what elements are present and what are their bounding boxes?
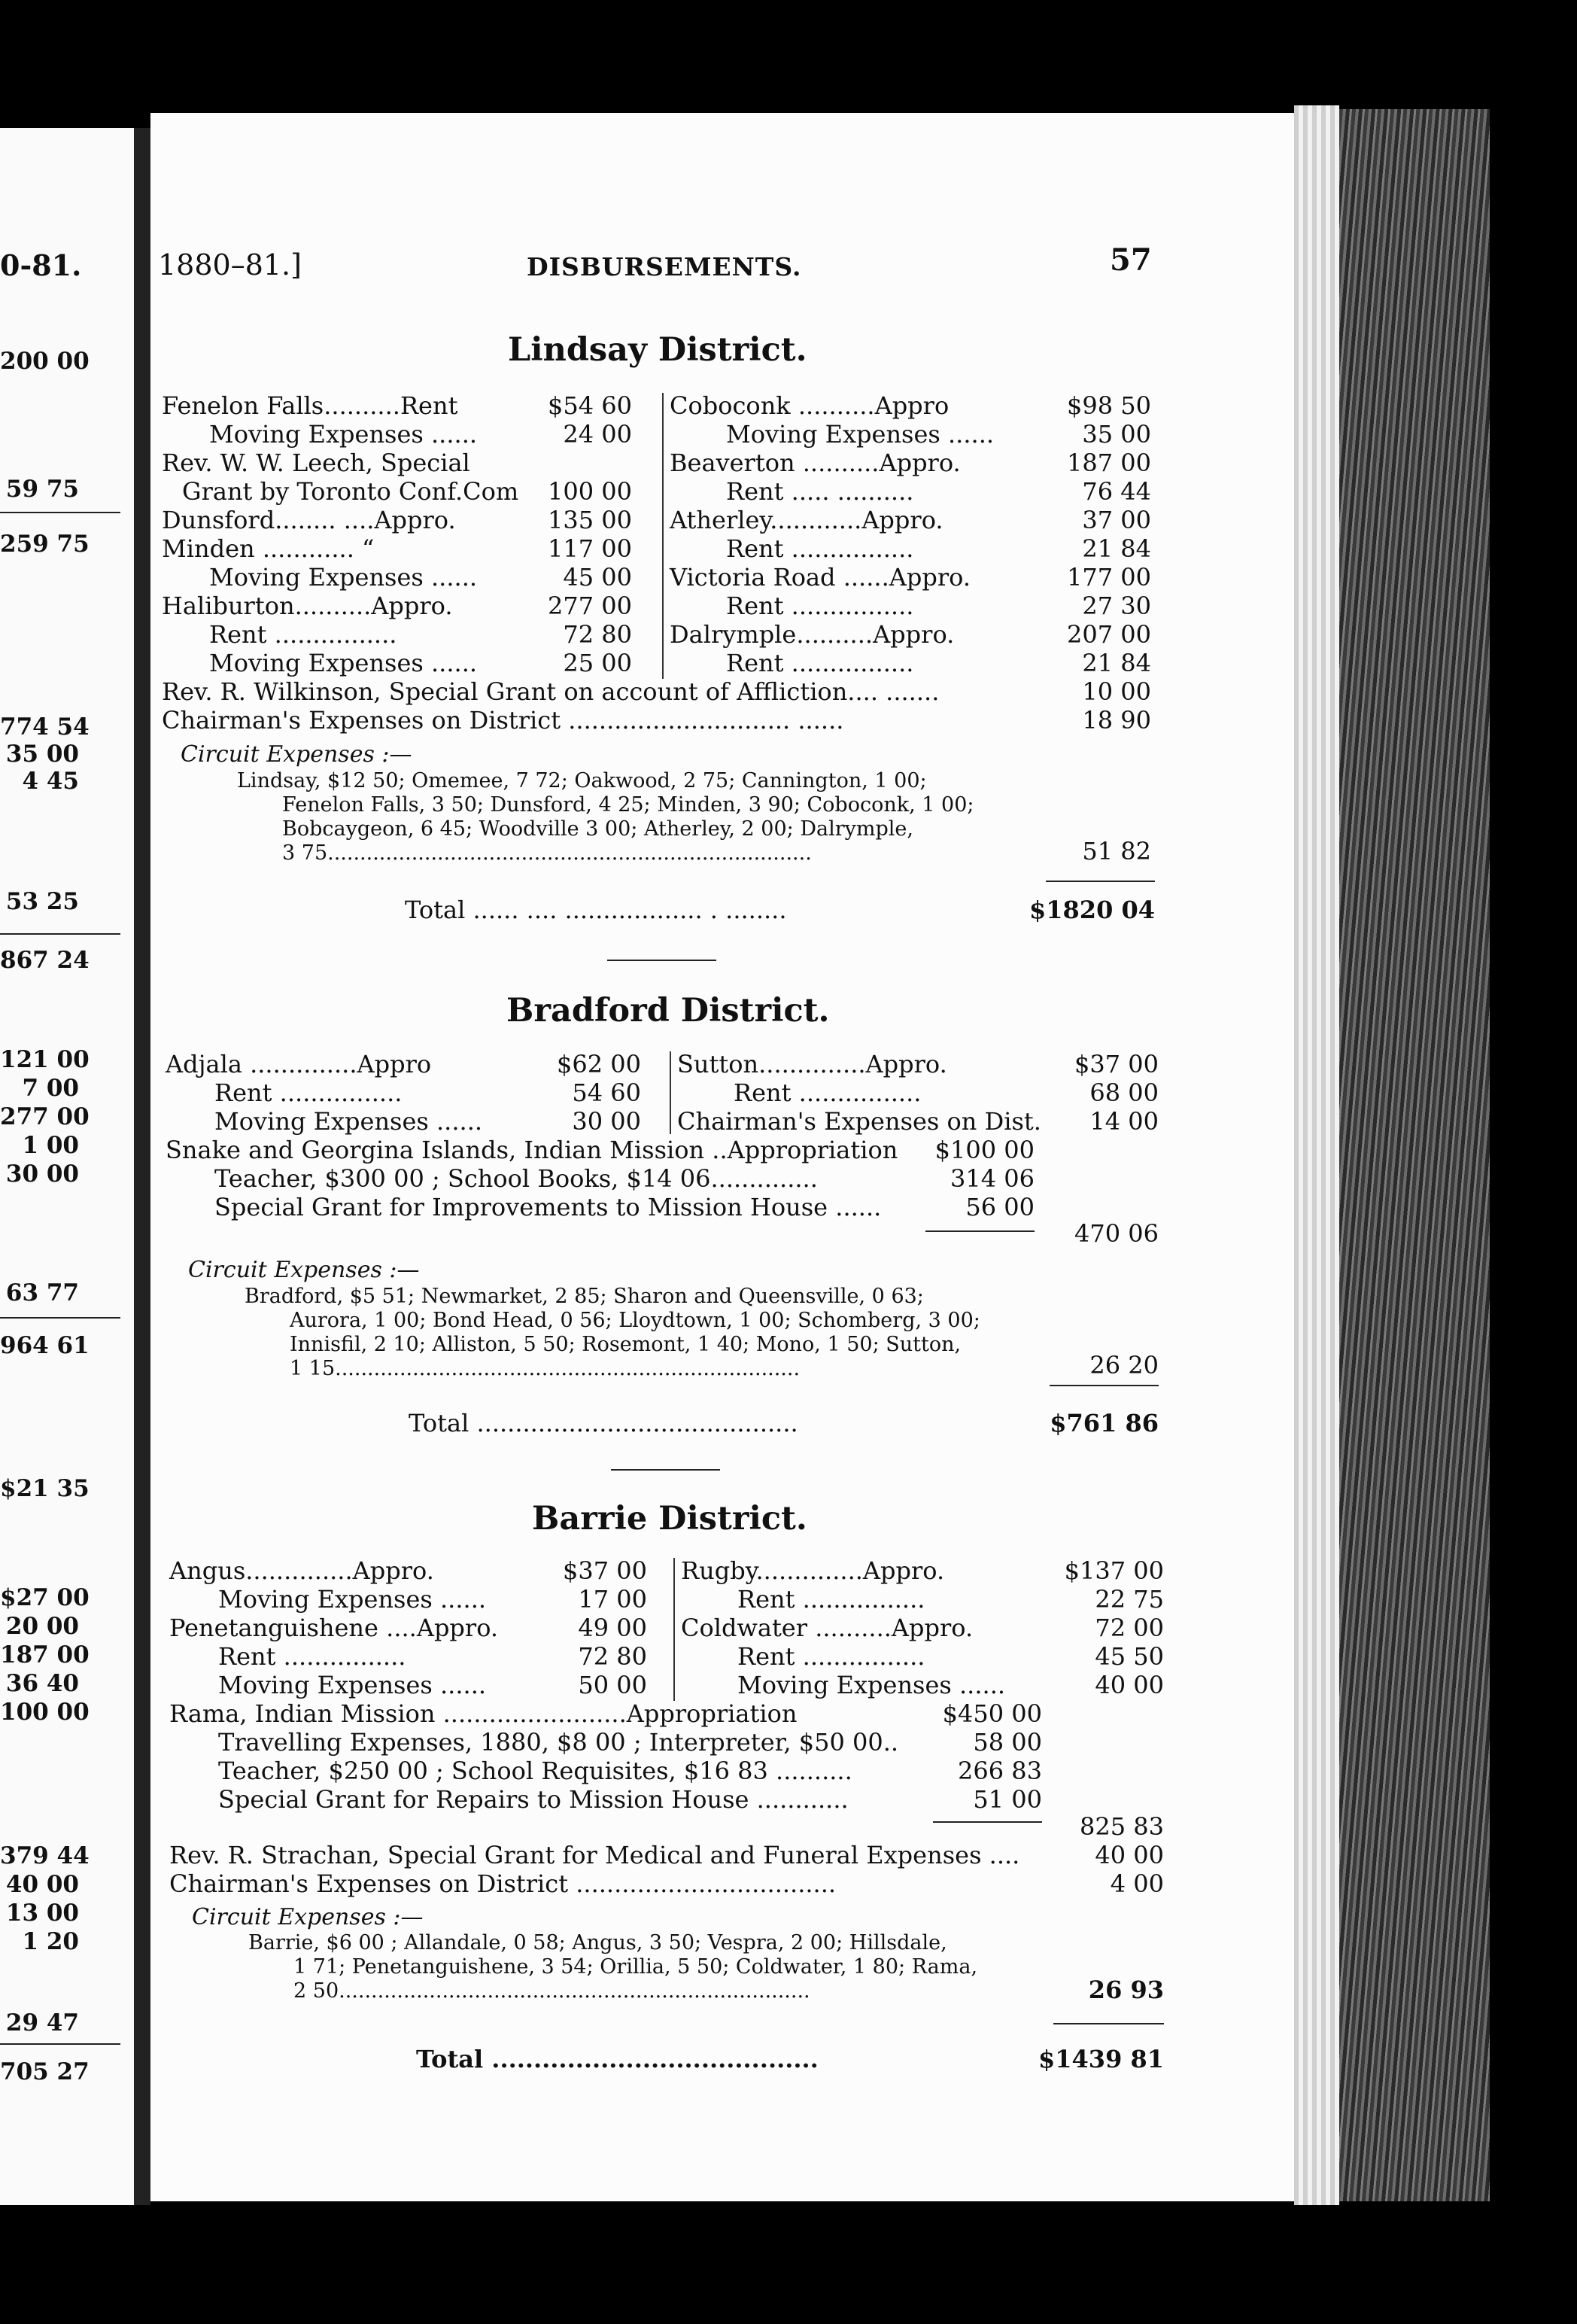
lindsay-left-amount: $54 60 (548, 391, 632, 420)
book-spine (134, 128, 150, 2205)
barrie-wide-label: Rev. R. Strachan, Special Grant for Medical and Funeral Expenses .... (169, 1841, 1020, 1869)
bradford-right-amount: 68 00 (1089, 1078, 1159, 1107)
lindsay-left-amount: 135 00 (548, 506, 632, 534)
barrie-total-amount: $1439 81 (1038, 2045, 1164, 2073)
barrie-mission-total: 825 83 (1080, 1812, 1164, 1841)
bradford-circuit-amount: 26 20 (1089, 1351, 1159, 1379)
bradford-total-amount: $761 86 (1050, 1409, 1159, 1437)
left-amount: 53 25 (5, 888, 79, 915)
lindsay-left-label: Fenelon Falls..........Rent (162, 391, 458, 420)
page-number: 57 (1110, 242, 1152, 278)
lindsay-left-label: Moving Expenses ...... (209, 563, 478, 592)
barrie-right-amount: 45 50 (1095, 1642, 1164, 1671)
bradford-left-amount: $62 00 (557, 1050, 641, 1078)
bradford-circuit-line: Aurora, 1 00; Bond Head, 0 56; Lloydtown, 1 00; Schomberg, 3 00; (290, 1309, 980, 1332)
left-amount: 964 61 (0, 1332, 90, 1359)
left-amount: 121 00 (0, 1046, 90, 1073)
barrie-mission-line-amount: 58 00 (973, 1728, 1042, 1757)
barrie-right-amount: $137 00 (1064, 1556, 1164, 1585)
lindsay-circuit-line: Bobcaygeon, 6 45; Woodville 3 00; Atherley, 2 00; Dalrymple, (282, 817, 913, 841)
column-divider (662, 393, 664, 679)
lindsay-left-amount: 117 00 (548, 534, 632, 563)
barrie-left-amount: 72 80 (578, 1642, 647, 1671)
lindsay-left-label: Moving Expenses ...... (209, 420, 478, 449)
lindsay-district-title: Lindsay District. (508, 331, 807, 369)
lindsay-left-label: Moving Expenses ...... (209, 649, 478, 677)
left-amount: 29 47 (5, 2009, 79, 2037)
left-amount: 187 00 (0, 1641, 90, 1668)
barrie-mission-line: Travelling Expenses, 1880, $8 00 ; Interpreter, $50 00.. (218, 1728, 899, 1757)
lindsay-right-amount: 207 00 (1067, 620, 1151, 649)
barrie-left-amount: 50 00 (578, 1671, 647, 1699)
lindsay-left-amount: 100 00 (548, 477, 632, 506)
header-title: DISBURSEMENTS. (527, 252, 802, 281)
lindsay-right-label: Rent ................ (726, 649, 914, 677)
lindsay-left-label: Minden ............ “ (162, 534, 375, 563)
bradford-total-label: Total .......................................... (409, 1409, 798, 1437)
barrie-right-amount: 40 00 (1095, 1671, 1164, 1699)
bradford-right-label: Chairman's Expenses on Dist. (677, 1107, 1041, 1136)
lindsay-right-amount: 27 30 (1082, 592, 1151, 620)
barrie-left-amount: 49 00 (578, 1614, 647, 1642)
left-page-header: 0-81. (0, 248, 82, 282)
left-amount: 1 20 (22, 1928, 79, 1955)
bradford-left-amount: 54 60 (572, 1078, 641, 1107)
lindsay-right-label: Atherley............Appro. (670, 506, 943, 534)
lindsay-right-label: Coboconk ..........Appro (670, 391, 950, 420)
left-amount: 379 44 (0, 1842, 90, 1869)
lindsay-right-label: Rent ................ (726, 534, 914, 563)
bradford-mission-amount: $100 00 (934, 1136, 1035, 1164)
bradford-right-amount: $37 00 (1074, 1050, 1159, 1078)
barrie-circuit-line: 1 71; Penetanguishene, 3 54; Orillia, 5 50; Coldwater, 1 80; Rama, (293, 1955, 978, 1979)
left-amount: 100 00 (0, 1699, 90, 1726)
left-amount: 20 00 (5, 1613, 79, 1640)
left-amount: 867 24 (0, 947, 90, 974)
bradford-mission-line: Teacher, $300 00 ; School Books, $14 06.............. (214, 1164, 818, 1193)
lindsay-circuit-line: Lindsay, $12 50; Omemee, 7 72; Oakwood, 2 75; Cannington, 1 00; (237, 769, 927, 792)
left-amount: $27 00 (0, 1584, 90, 1611)
lindsay-left-amount: 45 00 (563, 563, 632, 592)
left-amount: 200 00 (0, 348, 90, 375)
barrie-right-label: Rugby..............Appro. (681, 1556, 945, 1585)
barrie-circuit-line: 2 50......................................................................... (293, 1979, 810, 2003)
section-separator (607, 960, 716, 961)
left-page-fragment (0, 128, 134, 2205)
bradford-mission-total: 470 06 (1074, 1219, 1159, 1248)
lindsay-right-amount: 21 84 (1082, 534, 1151, 563)
lindsay-left-label: Dunsford........ ....Appro. (162, 506, 456, 534)
bradford-right-label: Sutton..............Appro. (677, 1050, 947, 1078)
left-rule (0, 1317, 120, 1319)
barrie-total-label: Total ....................................... (416, 2045, 819, 2073)
barrie-circuit-heading: Circuit Expenses :— (192, 1904, 424, 1930)
bradford-circuit-line: Innisfil, 2 10; Alliston, 5 50; Rosemont, 1 40; Mono, 1 50; Sutton, (290, 1333, 962, 1356)
barrie-left-amount: $37 00 (563, 1556, 647, 1585)
left-amount: 277 00 (0, 1103, 90, 1130)
lindsay-circuit-amount: 51 82 (1082, 837, 1151, 865)
bradford-right-label: Rent ................ (734, 1078, 922, 1107)
barrie-wide-label: Chairman's Expenses on District .................................. (169, 1869, 837, 1898)
lindsay-right-label: Dalrymple..........Appro. (670, 620, 955, 649)
lindsay-left-amount: 277 00 (548, 592, 632, 620)
barrie-mission-amount: $450 00 (942, 1699, 1042, 1728)
left-amount: 40 00 (5, 1871, 79, 1898)
header-year: 1880–81.] (158, 248, 302, 281)
barrie-right-label: Coldwater ..........Appro. (681, 1614, 974, 1642)
lindsay-wide-amount: 18 90 (1082, 706, 1151, 735)
barrie-circuit-line: Barrie, $6 00 ; Allandale, 0 58; Angus, 3 50; Vespra, 2 00; Hillsdale, (248, 1931, 947, 1954)
lindsay-left-label: Rev. W. W. Leech, Special (162, 449, 470, 477)
bradford-mission-label: Snake and Georgina Islands, Indian Mission ..Appropriation (166, 1136, 898, 1164)
page-edges (1294, 105, 1339, 2205)
barrie-left-label: Rent ................ (218, 1642, 406, 1671)
sum-rule (1046, 881, 1155, 882)
barrie-circuit-amount: 26 93 (1088, 1976, 1164, 2004)
barrie-left-amount: 17 00 (578, 1585, 647, 1614)
lindsay-right-label: Beaverton ..........Appro. (670, 449, 961, 477)
left-amount: 1 00 (22, 1132, 79, 1159)
bradford-mission-line: Special Grant for Improvements to Mission House ...... (214, 1193, 882, 1221)
lindsay-left-amount: 72 80 (563, 620, 632, 649)
bradford-mission-line-amount: 314 06 (950, 1164, 1035, 1193)
sum-rule (1053, 2023, 1164, 2024)
lindsay-left-amount: 25 00 (563, 649, 632, 677)
left-rule (0, 512, 120, 513)
lindsay-left-label: Haliburton..........Appro. (162, 592, 453, 620)
page (150, 113, 1294, 2201)
barrie-right-label: Moving Expenses ...... (737, 1671, 1006, 1699)
lindsay-right-amount: $98 50 (1067, 391, 1151, 420)
bradford-circuit-line: Bradford, $5 51; Newmarket, 2 85; Sharon and Queensville, 0 63; (245, 1285, 924, 1308)
lindsay-right-amount: 76 44 (1082, 477, 1151, 506)
barrie-mission-line-amount: 266 83 (958, 1757, 1042, 1785)
barrie-mission-label: Rama, Indian Mission ........................Appropriation (169, 1699, 798, 1728)
left-amount: 63 77 (5, 1279, 79, 1306)
barrie-wide-amount: 4 00 (1110, 1869, 1164, 1898)
column-divider (673, 1558, 675, 1701)
lindsay-right-amount: 37 00 (1082, 506, 1151, 534)
left-amount: 7 00 (22, 1075, 79, 1102)
lindsay-right-label: Moving Expenses ...... (726, 420, 995, 449)
bradford-left-label: Rent ................ (214, 1078, 403, 1107)
lindsay-right-label: Victoria Road ......Appro. (670, 563, 971, 592)
lindsay-circuit-line: 3 75........................................................................... (282, 841, 812, 865)
left-amount: 705 27 (0, 2058, 90, 2085)
barrie-right-label: Rent ................ (737, 1642, 925, 1671)
lindsay-right-amount: 35 00 (1082, 420, 1151, 449)
column-divider (670, 1051, 671, 1134)
lindsay-wide-label: Rev. R. Wilkinson, Special Grant on account of Affliction.... ....... (162, 677, 940, 706)
left-amount: 13 00 (5, 1900, 79, 1927)
barrie-right-label: Rent ................ (737, 1585, 925, 1614)
barrie-mission-line-amount: 51 00 (973, 1785, 1042, 1814)
lindsay-right-label: Rent ................ (726, 592, 914, 620)
lindsay-wide-amount: 10 00 (1082, 677, 1151, 706)
marbled-edge (1339, 109, 1490, 2201)
barrie-wide-amount: 40 00 (1095, 1841, 1164, 1869)
lindsay-left-amount: 24 00 (563, 420, 632, 449)
barrie-left-label: Penetanguishene ....Appro. (169, 1614, 499, 1642)
barrie-mission-line: Special Grant for Repairs to Mission House ............ (218, 1785, 849, 1814)
barrie-district-title: Barrie District. (532, 1500, 807, 1538)
lindsay-total-amount: $1820 04 (1029, 896, 1155, 924)
bradford-circuit-line: 1 15........................................................................ (290, 1357, 801, 1380)
lindsay-right-amount: 177 00 (1067, 563, 1151, 592)
left-amount: 4 45 (22, 768, 79, 795)
left-amount: 59 75 (5, 476, 79, 503)
bradford-mission-line-amount: 56 00 (965, 1193, 1035, 1221)
lindsay-circuit-heading: Circuit Expenses :— (181, 741, 412, 768)
bradford-left-amount: 30 00 (572, 1107, 641, 1136)
left-amount: 36 40 (5, 1670, 79, 1697)
lindsay-left-label: Grant by Toronto Conf.Com (182, 477, 519, 506)
left-amount: $21 35 (0, 1475, 90, 1502)
barrie-right-amount: 72 00 (1095, 1614, 1164, 1642)
bradford-circuit-heading: Circuit Expenses :— (188, 1257, 420, 1283)
barrie-mission-line: Teacher, $250 00 ; School Requisites, $16 83 .......... (218, 1757, 852, 1785)
left-rule (0, 933, 120, 935)
left-rule (0, 2043, 120, 2045)
barrie-right-amount: 22 75 (1095, 1585, 1164, 1614)
lindsay-circuit-line: Fenelon Falls, 3 50; Dunsford, 4 25; Minden, 3 90; Coboconk, 1 00; (282, 793, 974, 817)
barrie-left-label: Moving Expenses ...... (218, 1671, 487, 1699)
barrie-left-label: Moving Expenses ...... (218, 1585, 487, 1614)
sum-rule (1050, 1385, 1159, 1386)
left-amount: 774 54 (0, 713, 90, 741)
lindsay-wide-label: Chairman's Expenses on District ............................. ...... (162, 706, 844, 735)
bradford-left-label: Moving Expenses ...... (214, 1107, 483, 1136)
barrie-left-label: Angus..............Appro. (169, 1556, 434, 1585)
lindsay-right-label: Rent ..... .......... (726, 477, 914, 506)
left-amount: 35 00 (5, 741, 79, 768)
bradford-right-amount: 14 00 (1089, 1107, 1159, 1136)
section-separator (611, 1469, 720, 1471)
lindsay-right-amount: 21 84 (1082, 649, 1151, 677)
bradford-district-title: Bradford District. (506, 992, 830, 1030)
left-amount: 259 75 (0, 531, 90, 558)
bradford-left-label: Adjala ..............Appro (166, 1050, 432, 1078)
lindsay-right-amount: 187 00 (1067, 449, 1151, 477)
left-amount: 30 00 (5, 1160, 79, 1188)
lindsay-left-label: Rent ................ (209, 620, 397, 649)
lindsay-total-label: Total ...... .... .................. . ........ (405, 896, 787, 924)
